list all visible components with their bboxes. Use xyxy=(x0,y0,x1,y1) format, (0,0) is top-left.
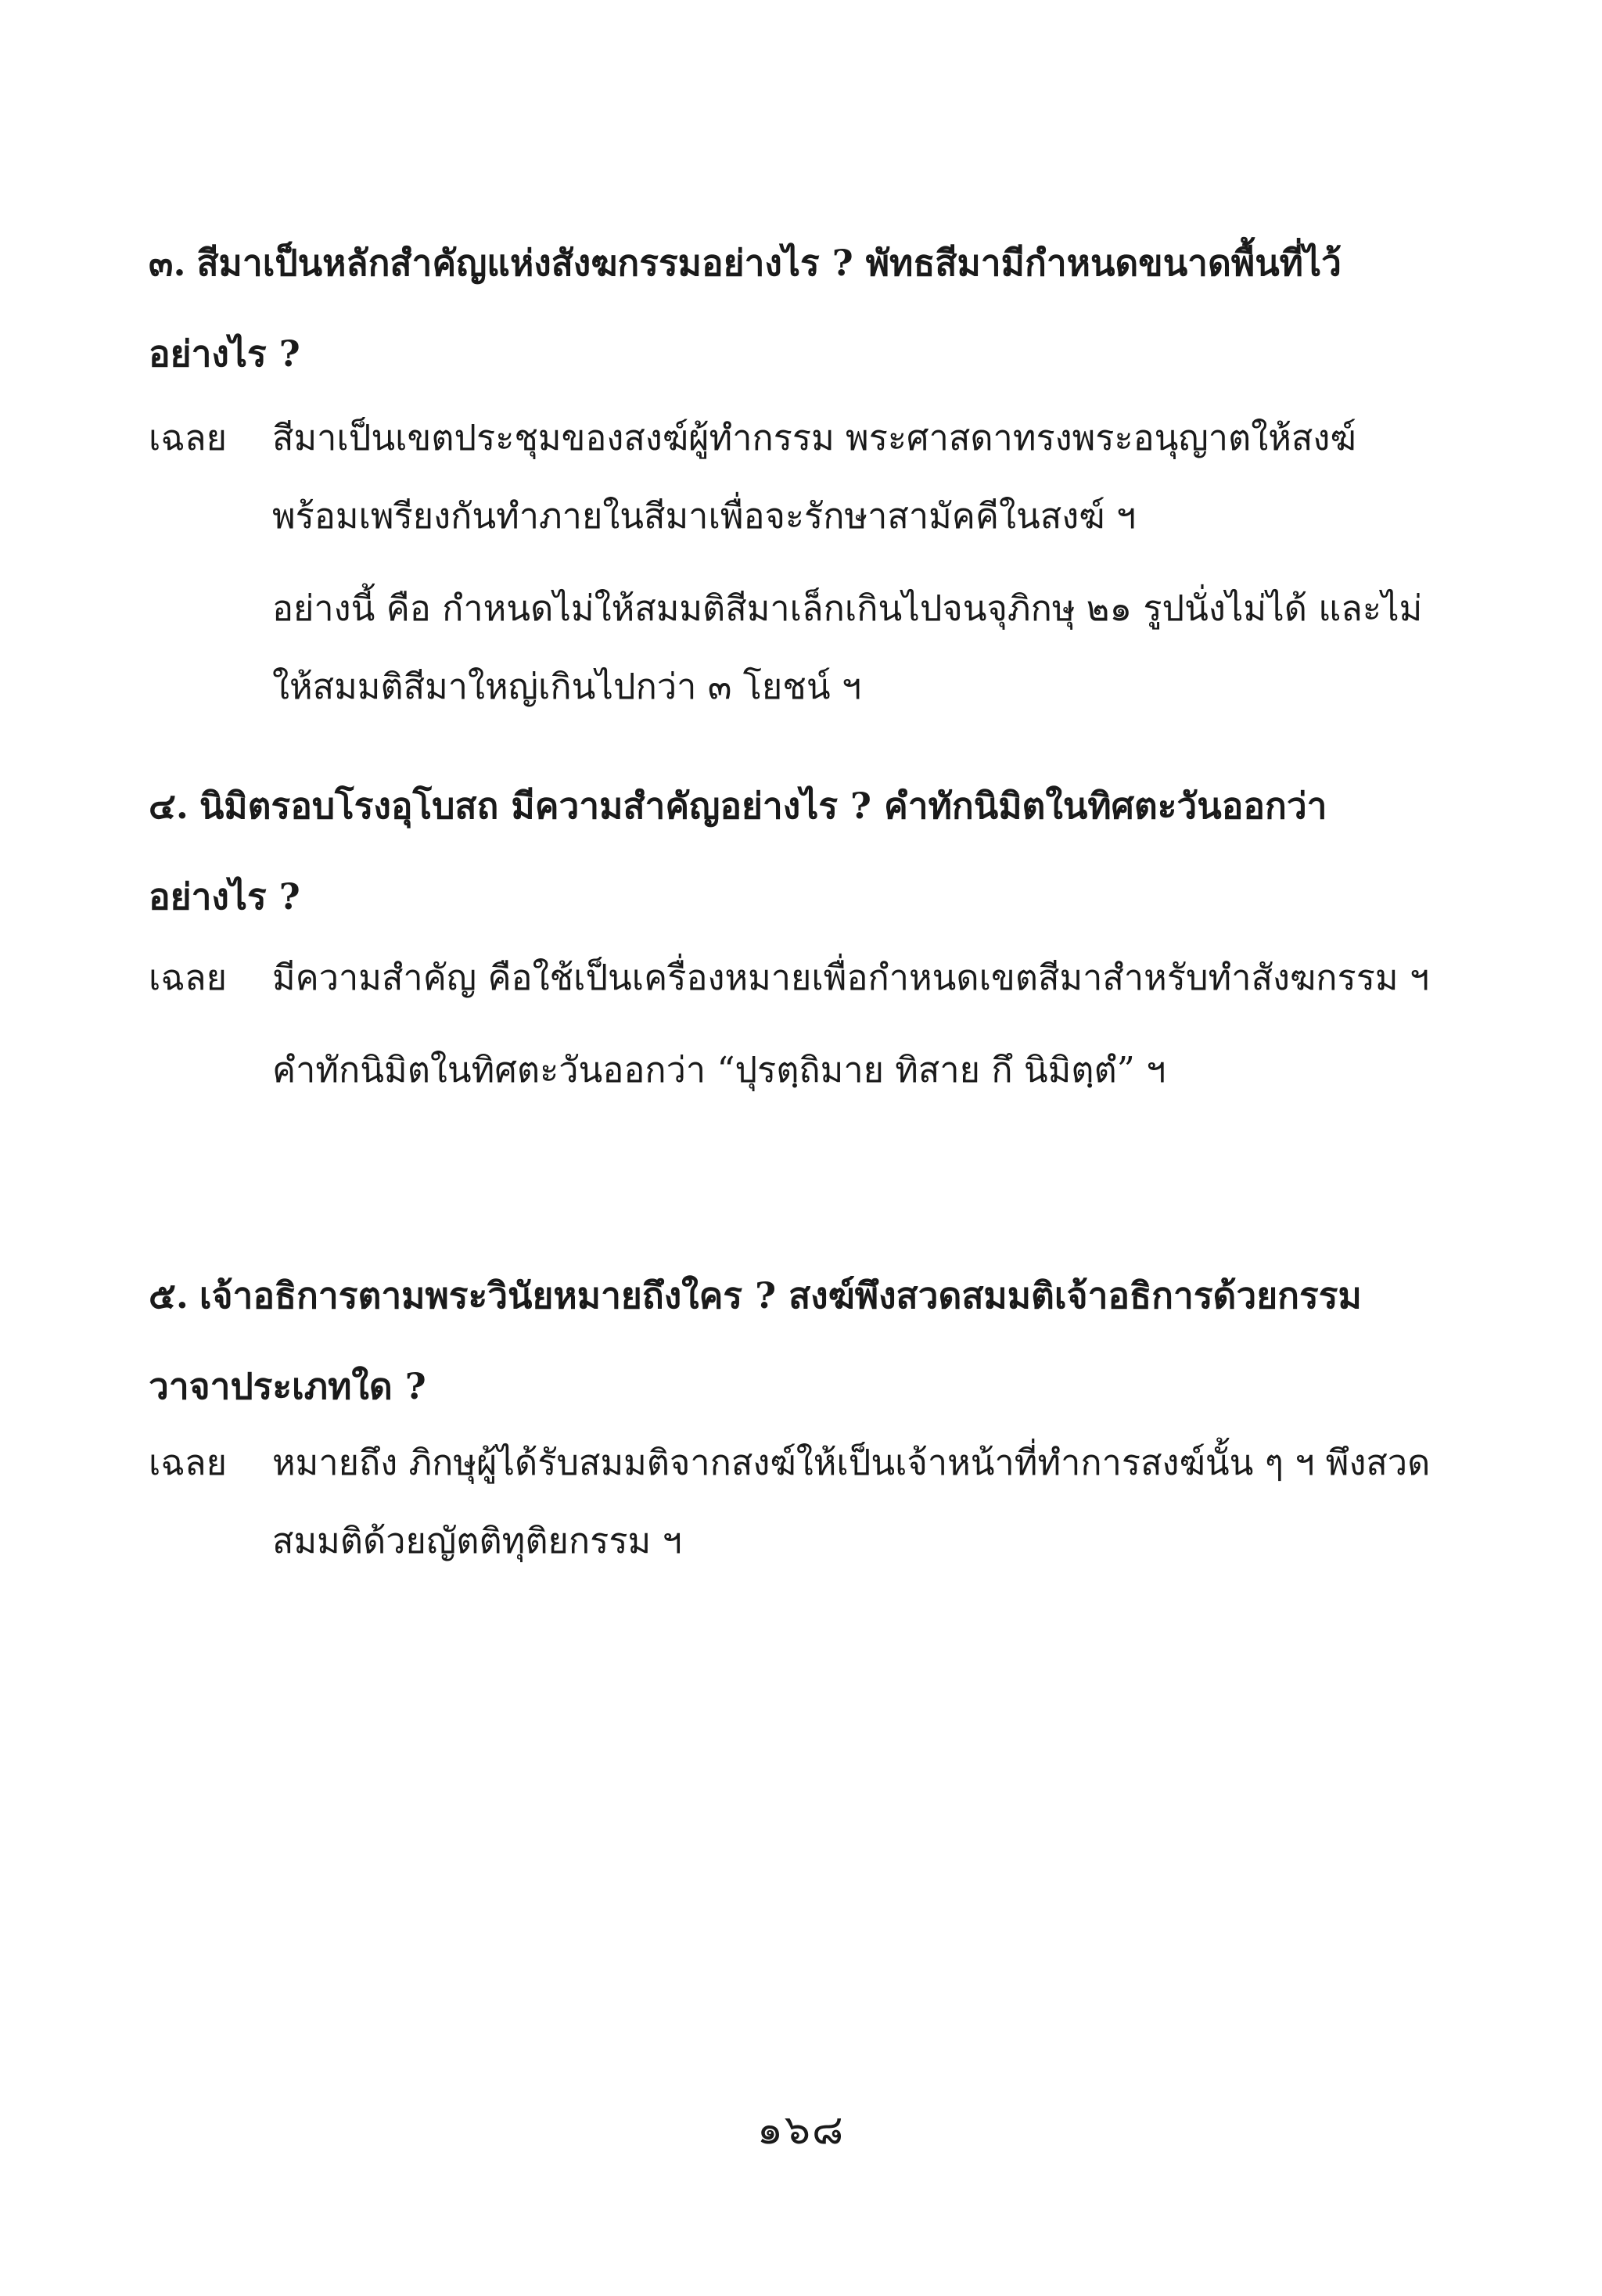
question-4 xyxy=(149,760,1431,942)
answer-5 xyxy=(149,1424,1431,1580)
question-4-number: ๔. xyxy=(149,785,189,827)
answer-4-label: เฉลย xyxy=(149,957,227,998)
answer-3-paragraph-1: สีมาเป็นเขตประชุมของสงฆ์ผู้ทำกรรม พระศาสดาทรงพระอนุญาตให้สงฆ์พร้อมเพรียงกันทำภายในสีมาเพื่อจะรักษาสามัคคีในสงฆ์ ฯ xyxy=(272,417,1356,537)
question-3-text: สีมาเป็นหลักสำคัญแห่งสังฆกรรมอย่างไร ? พัทธสีมามีกำหนดขนาดพื้นที่ไว้อย่างไร ? xyxy=(149,242,1342,375)
answer-3-paragraph-2: อย่างนี้ คือ กำหนดไม่ให้สมมติสีมาเล็กเกินไปจนจุภิกษุ ๒๑ รูปนั่งไม่ได้ และไม่ให้สมมติสีมาใหญ่เกินไปกว่า ๓ โยชน์ ฯ xyxy=(272,587,1423,707)
question-3 xyxy=(149,217,1431,399)
answer-4 xyxy=(149,939,1431,1109)
answer-3-label: เฉลย xyxy=(149,417,227,458)
answer-4-paragraph-2: คำทักนิมิตในทิศตะวันออกว่า “ปุรตฺถิมาย ทิสาย กึ นิมิตฺตํ” ฯ xyxy=(272,1049,1166,1091)
page-number: ๑๖๘ xyxy=(756,2107,846,2154)
question-4-text: นิมิตรอบโรงอุโบสถ มีความสำคัญอย่างไร ? คำทักนิมิตในทิศตะวันออกว่าอย่างไร ? xyxy=(149,785,1327,918)
answer-3 xyxy=(149,399,1431,726)
question-5 xyxy=(149,1250,1431,1432)
answer-5-paragraph-1: หมายถึง ภิกษุผู้ได้รับสมมติจากสงฆ์ให้เป็นเจ้าหน้าที่ทำการสงฆ์นั้น ๆ ฯ พึงสวดสมมติด้วยญัตติทุติยกรรม ฯ xyxy=(272,1442,1431,1561)
question-3-number: ๓. xyxy=(149,242,186,284)
answer-4-paragraph-1: มีความสำคัญ คือใช้เป็นเครื่องหมายเพื่อกำหนดเขตสีมาสำหรับทำสังฆกรรม ฯ xyxy=(272,957,1430,998)
answer-5-label: เฉลย xyxy=(149,1442,227,1483)
question-5-text: เจ้าอธิการตามพระวินัยหมายถึงใคร ? สงฆ์พึงสวดสมมติเจ้าอธิการด้วยกรรมวาจาประเภทใด ? xyxy=(149,1274,1362,1407)
question-5-number: ๕. xyxy=(149,1274,189,1317)
